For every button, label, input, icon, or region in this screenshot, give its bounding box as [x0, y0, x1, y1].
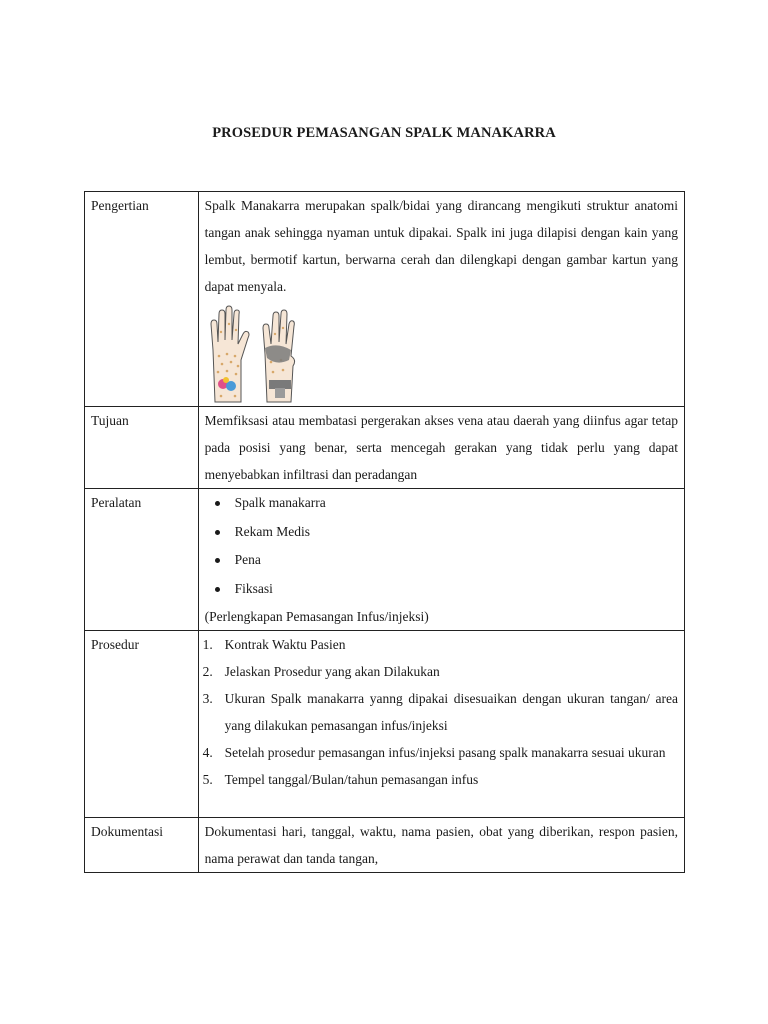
table-row-peralatan — [85, 489, 685, 631]
list-item — [202, 685, 678, 739]
step-text: Kontrak Waktu Pasien — [224, 637, 346, 652]
document-title: PROSEDUR PEMASANGAN SPALK MANAKARRA — [212, 125, 556, 141]
step-number: 4. — [202, 745, 213, 760]
row-label-prosedur: Prosedur — [85, 631, 199, 818]
list-item: Fiksasi — [213, 575, 678, 604]
row-label-tujuan: Tujuan — [85, 407, 199, 489]
step-number: 1. — [202, 637, 213, 652]
step-text: Tempel tanggal/Bulan/tahun pemasangan infus — [224, 772, 479, 787]
row-label-dokumentasi: Dokumentasi — [85, 818, 199, 873]
row-content-dokumentasi: Dokumentasi hari, tanggal, waktu, nama pasien, obat yang diberikan, respon pasien, nama perawat dan tanda tangan, — [198, 818, 684, 873]
right-glove-icon — [263, 310, 295, 402]
list-item — [202, 631, 678, 658]
step-number: 5. — [202, 772, 213, 787]
pengertian-text: Spalk Manakarra merupakan spalk/bidai yang dirancang mengikuti struktur anatomi tangan anak sehingga nyaman untuk dipakai. Spalk ini juga dilapisi dengan kain yang lembut, bermotif kartun, berwarna cerah dan dilengkapi dengan gambar kartun yang dapat menyala. — [204, 198, 678, 294]
row-label-pengertian: Pengertian — [85, 192, 199, 407]
table-row-prosedur — [85, 631, 685, 818]
row-label-peralatan: Peralatan — [85, 489, 199, 631]
row-content-pengertian — [198, 192, 684, 407]
step-number: 2. — [202, 664, 213, 679]
sop-table — [84, 191, 685, 873]
step-text: Setelah prosedur pemasangan infus/injeksi pasang spalk manakarra sesuai ukuran — [224, 745, 666, 760]
step-number: 3. — [202, 691, 213, 706]
table-row-pengertian — [85, 192, 685, 407]
list-item: Spalk manakarra — [213, 489, 678, 518]
list-item — [202, 739, 678, 766]
step-text: Jelaskan Prosedur yang akan Dilakukan — [224, 664, 440, 679]
equipment-list — [205, 489, 678, 603]
list-item — [202, 658, 678, 685]
splint-gloves-illustration — [205, 304, 301, 404]
row-content-tujuan: Memfiksasi atau membatasi pergerakan akses vena atau daerah yang diinfus agar tetap pada posisi yang benar, serta mencegah gerakan yang tidak perlu yang dapat menyebabkan infiltrasi dan peradangan — [198, 407, 684, 489]
row-content-peralatan — [198, 489, 684, 631]
list-item — [202, 766, 678, 793]
table-row-tujuan — [85, 407, 685, 489]
row-content-prosedur — [198, 631, 684, 818]
left-glove-icon — [211, 306, 249, 402]
list-item: Pena — [213, 546, 678, 575]
list-item: Rekam Medis — [213, 518, 678, 547]
step-text: Ukuran Spalk manakarra yanng dipakai disesuaikan dengan ukuran tangan/ area yang dilakukan pemasangan infus/injeksi — [224, 691, 678, 733]
equipment-note: (Perlengkapan Pemasangan Infus/injeksi) — [204, 609, 429, 624]
table-row-dokumentasi — [85, 818, 685, 873]
procedure-steps — [202, 631, 678, 793]
